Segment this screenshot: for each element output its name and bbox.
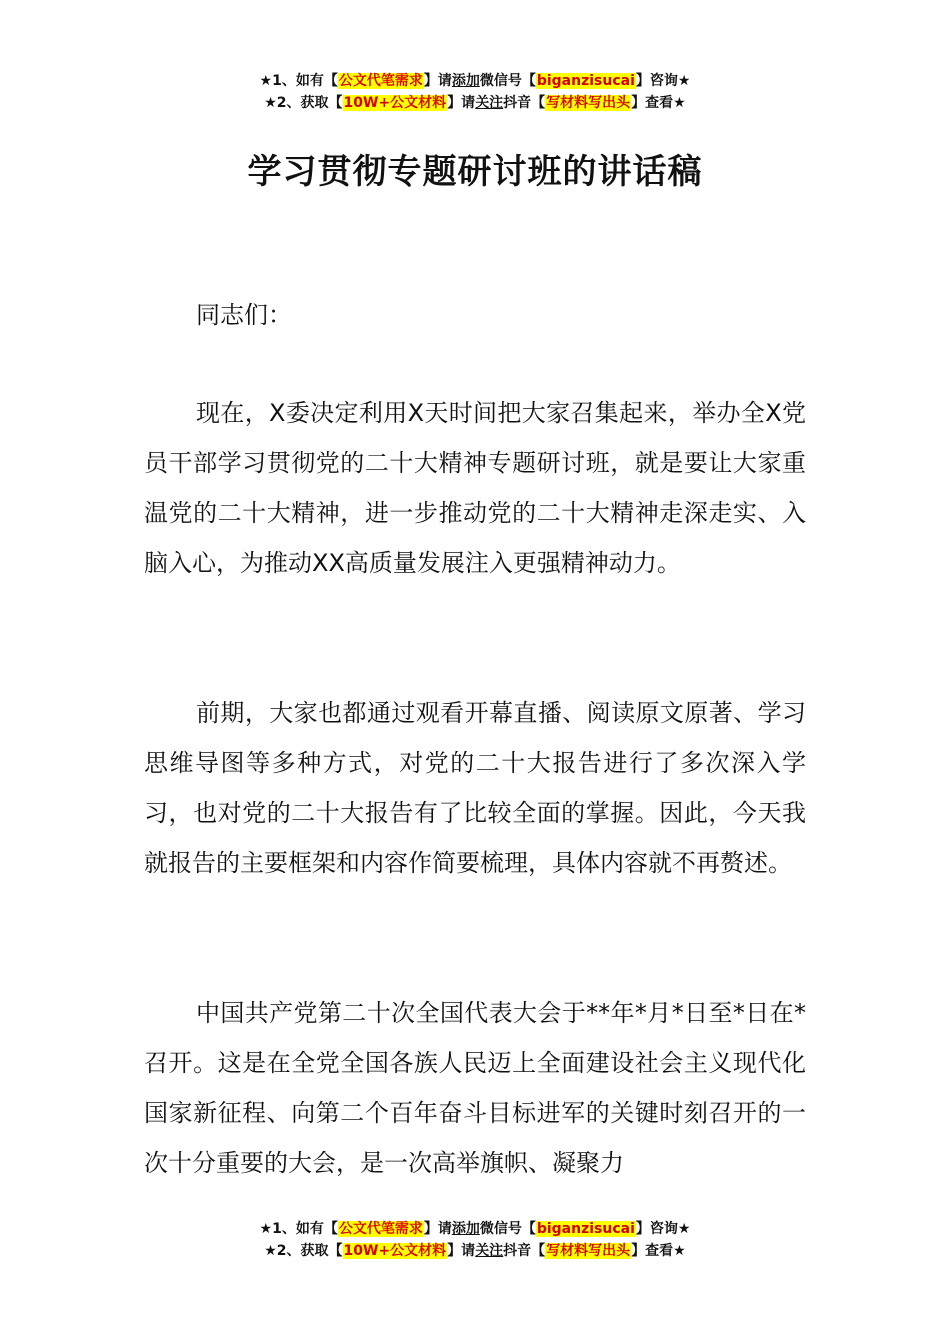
banner-wechat-id: biganzisucai [536, 73, 635, 89]
banner-line-materials [0, 1240, 950, 1262]
banner-text: 】请 [423, 73, 452, 89]
banner-text: 抖音【 [503, 95, 546, 111]
salutation [144, 290, 806, 340]
banner-text: 】请 [447, 1243, 476, 1259]
salutation-text: 同志们： [196, 301, 292, 329]
banner-text: ★2、获取【 [264, 1243, 343, 1259]
body-paragraph: 中国共产党第二十次全国代表大会于**年*月*日至*日在*召开。这是在全党全国各族人民迈上全面建设社会主义现代化国家新征程、向第二个百年奋斗目标进军的关键时刻召开的一次十分重要的大会，是一次高举旗帜、凝聚力 [144, 999, 806, 1177]
banner-line-materials [0, 92, 950, 114]
banner-text: 】查看★ [631, 1243, 686, 1259]
banner-text: 微信号【 [479, 73, 536, 89]
banner-text: 微信号【 [479, 1221, 536, 1237]
banner-underlined-text: 关注 [475, 95, 504, 111]
banner-douyin-account: 写材料写出头 [546, 1243, 631, 1259]
banner-highlight: 公文代笔需求 [338, 1221, 423, 1237]
banner-text: 】咨询★ [635, 73, 691, 89]
banner-highlight: 10W+公文材料 [343, 95, 447, 111]
banner-text: 抖音【 [503, 1243, 546, 1259]
banner-text: ★1、如有【 [259, 73, 338, 89]
banner-underlined-text: 关注 [475, 1243, 504, 1259]
banner-underlined-text: 添加 [451, 73, 480, 89]
banner-douyin-account: 写材料写出头 [546, 95, 631, 111]
footer-banner [0, 1218, 950, 1262]
banner-text: 】请 [447, 95, 476, 111]
paragraph-block [144, 688, 806, 888]
banner-text: 】咨询★ [635, 1221, 691, 1237]
banner-wechat-id: biganzisucai [536, 1221, 635, 1237]
banner-underlined-text: 添加 [451, 1221, 480, 1237]
paragraph-block [144, 388, 806, 588]
banner-line-ghostwriting [0, 70, 950, 92]
header-banner [0, 70, 950, 114]
banner-text: ★1、如有【 [259, 1221, 338, 1237]
banner-text: 】请 [423, 1221, 452, 1237]
banner-highlight: 10W+公文材料 [343, 1243, 447, 1259]
banner-text: ★2、获取【 [264, 95, 343, 111]
banner-text: 】查看★ [631, 95, 686, 111]
body-paragraph: 现在，X委决定利用X天时间把大家召集起来，举办全X党员干部学习贯彻党的二十大精神专题研讨班，就是要让大家重温党的二十大精神，进一步推动党的二十大精神走深走实、入脑入心，为推动XX高质量发展注入更强精神动力。 [144, 399, 806, 577]
body-paragraph: 前期，大家也都通过观看开幕直播、阅读原文原著、学习思维导图等多种方式，对党的二十大报告进行了多次深入学习，也对党的二十大报告有了比较全面的掌握。因此，今天我就报告的主要框架和内容作简要梳理，具体内容就不再赘述。 [144, 699, 806, 877]
banner-line-ghostwriting [0, 1218, 950, 1240]
banner-highlight: 公文代笔需求 [338, 73, 423, 89]
paragraph-block [144, 988, 806, 1188]
document-title: 学习贯彻专题研讨班的讲话稿 [247, 152, 703, 192]
